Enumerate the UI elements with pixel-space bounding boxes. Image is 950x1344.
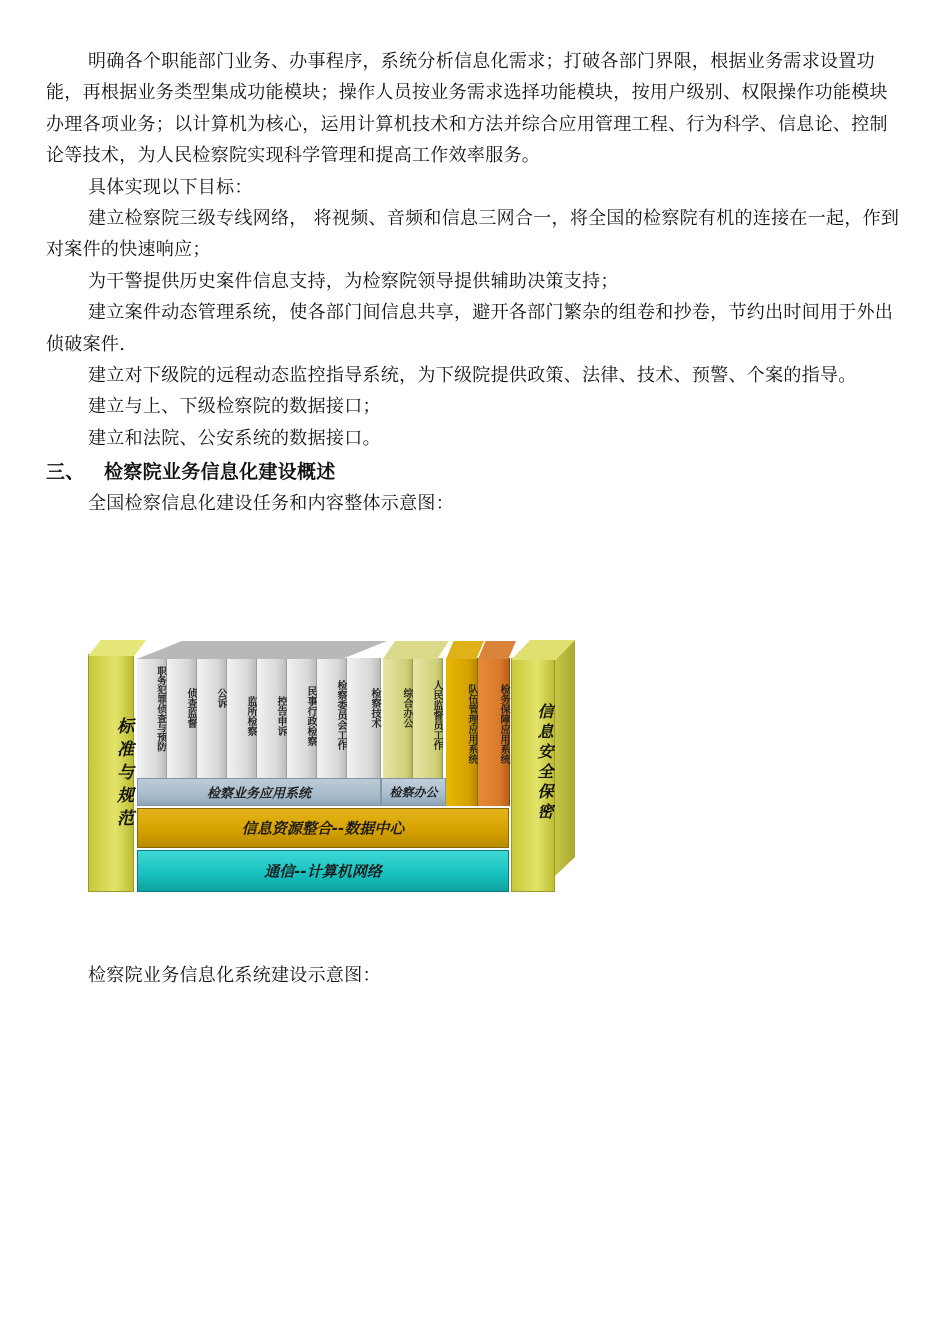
paragraph-goal-case-management: 建立案件动态管理系统，使各部门间信息共享，避开各部门繁杂的组卷和抄卷，节约出时间用于外出侦破案件. [46, 302, 894, 355]
column-prison-inspection-label: 监所检察 [245, 696, 256, 736]
column-duty-crime [137, 658, 167, 778]
bar-business-apps [137, 778, 381, 806]
document-body [46, 46, 904, 520]
right-pillar-label: 信息安全保密 [535, 703, 554, 823]
olive-columns-top [383, 641, 449, 659]
column-procuratorial-technology [347, 658, 381, 778]
paragraph-goals-lead: 具体实现以下目标： [88, 176, 253, 198]
left-pillar-label: 标准与规范 [113, 717, 133, 832]
column-civil-administrative-label: 民事行政检察 [305, 686, 316, 746]
column-service-support [478, 658, 510, 806]
column-general-office-label: 综合办公 [401, 688, 412, 728]
column-prosecution [197, 658, 227, 778]
column-team-management-top [446, 641, 484, 659]
column-procuratorial-committee [317, 658, 347, 778]
paragraph-goal-interface-court: 建立和法院、公安系统的数据接口。 [88, 427, 381, 449]
bar-data-center-label: 信息资源整合--数据中心 [241, 819, 405, 838]
column-people-supervisor [413, 658, 443, 778]
bar-data-center [137, 808, 509, 848]
left-pillar [88, 654, 134, 892]
column-team-management [446, 658, 478, 806]
column-general-office [383, 658, 413, 778]
column-procuratorial-technology-label: 检察技术 [369, 688, 380, 728]
paragraph-goal-history: 为干警提供历史案件信息支持，为检察院领导提供辅助决策支持； [88, 270, 619, 292]
diagram-caption: 全国检察信息化建设任务和内容整体示意图： [88, 493, 454, 515]
bar-network-label: 通信--计算机网络 [264, 862, 382, 881]
section-title: 检察院业务信息化建设概述 [104, 461, 336, 484]
column-people-supervisor-label: 人民监督员工作 [431, 680, 442, 750]
column-prison-inspection [227, 658, 257, 778]
bar-office [381, 778, 446, 806]
section-number: 三、 [46, 461, 85, 484]
second-diagram-caption: 检察院业务信息化系统建设示意图： [88, 965, 381, 986]
column-civil-administrative [287, 658, 317, 778]
column-service-support-top [478, 641, 516, 659]
column-team-management-label: 队伍管理应用系统 [466, 684, 477, 764]
paragraph-goal-remote-guidance: 建立对下级院的远程动态监控指导系统，为下级院提供政策、法律、技术、预警、个案的指导。 [88, 365, 857, 387]
section-heading [46, 456, 904, 488]
column-investigation-supervision-label: 侦查监督 [185, 688, 196, 728]
column-investigation-supervision [167, 658, 197, 778]
right-pillar [511, 658, 555, 892]
architecture-diagram [85, 636, 577, 894]
bar-network [137, 850, 509, 892]
column-procuratorial-committee-label: 检察委员会工作 [335, 680, 346, 750]
left-pillar-top [88, 640, 146, 656]
paragraph-intro: 明确各个职能部门业务、办事程序，系统分析信息化需求；打破各部门界限，根据业务需求设置功能，再根据业务类型集成功能模块；操作人员按业务需求选择功能模块，按用户级别、权限操作功能模块办理各项业务；以计算机为核心，运用计算机技术和方法并综合应用管理工程、行为科学、信息论、控制论等技术，为人民检察院实现科学管理和提高工作效率服务。 [46, 51, 888, 167]
gray-columns-top [137, 641, 387, 659]
column-complaints [257, 658, 287, 778]
column-duty-crime-label: 职务犯罪侦查与预防 [155, 666, 166, 752]
column-prosecution-label: 公诉 [215, 688, 226, 708]
column-service-support-label: 检务保障应用系统 [498, 684, 509, 764]
paragraph-goal-interface-upper: 建立与上、下级检察院的数据接口； [88, 396, 381, 418]
bar-business-apps-label: 检察业务应用系统 [206, 786, 311, 802]
paragraph-goal-network: 建立检察院三级专线网络， 将视频、音频和信息三网合一，将全国的检察院有机的连接在一起，作到对案件的快速响应； [46, 208, 900, 261]
bar-office-label: 检察办公 [389, 785, 438, 800]
right-pillar-side [555, 640, 575, 876]
column-complaints-label: 控告申诉 [275, 696, 286, 736]
